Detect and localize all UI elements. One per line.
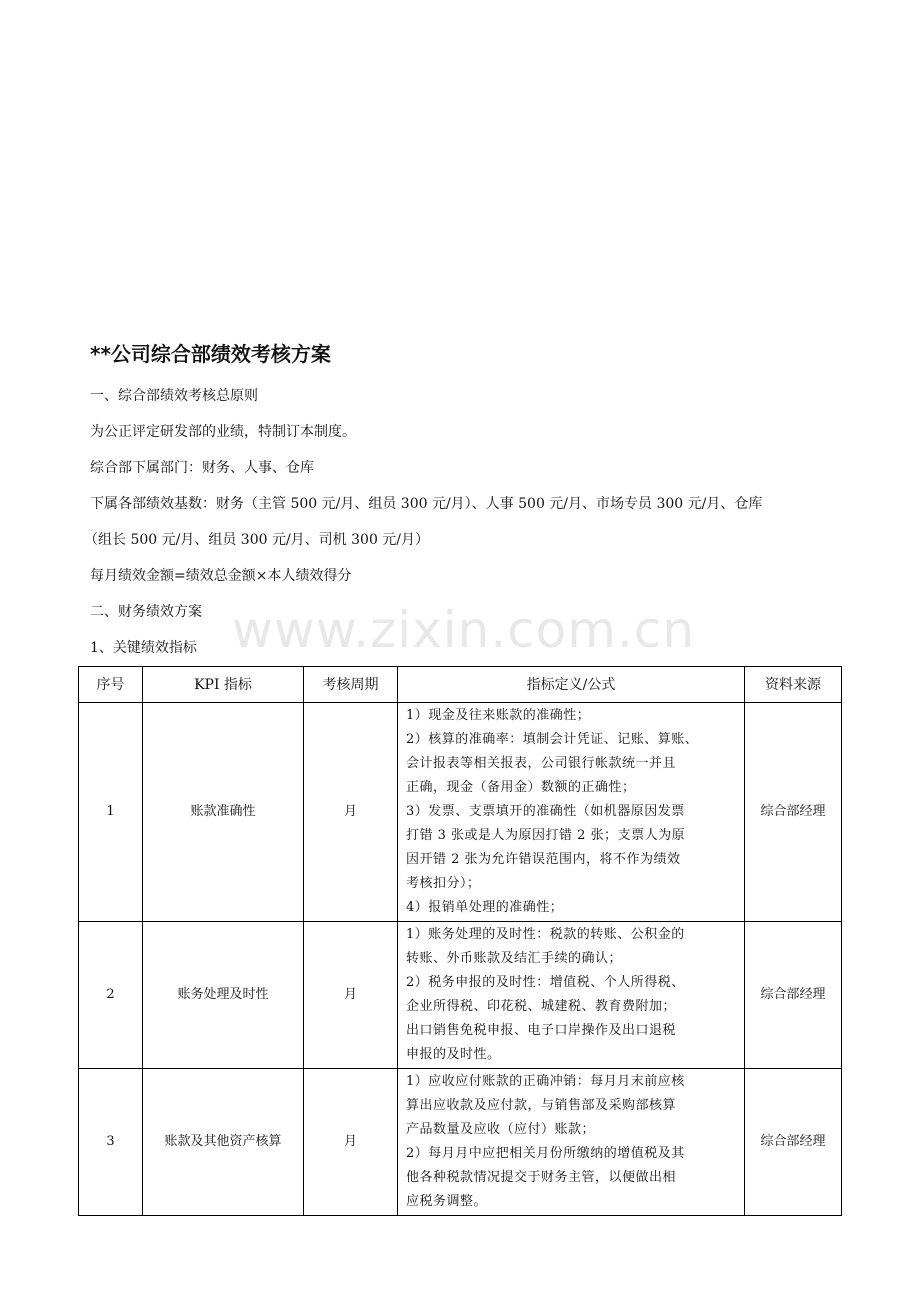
table-row bbox=[79, 922, 842, 1069]
base-amount-paragraph-continued: （组长 500 元/月、组员 300 元/月、司机 300 元/月） bbox=[84, 532, 430, 548]
cell-kpi: 账务处理及时性 bbox=[143, 922, 304, 1069]
definition-line: 1）账务处理的及时性：税款的转账、公积金的 bbox=[406, 927, 685, 942]
definition-line: 正确，现金（备用金）数额的正确性； bbox=[406, 780, 636, 795]
cell-no: 3 bbox=[79, 1069, 143, 1216]
kpi-table bbox=[78, 666, 842, 1216]
cell-source: 综合部经理 bbox=[745, 703, 842, 922]
header-cell-source: 资料来源 bbox=[745, 667, 842, 703]
header-cell-no: 序号 bbox=[79, 667, 143, 703]
definition-line: 1）现金及往来账款的准确性； bbox=[406, 708, 591, 723]
definition-line: 因开错 2 张为允许错误范围内，将不作为绩效 bbox=[406, 852, 681, 867]
definition-line: 出口销售免税申报、电子口岸操作及出口退税 bbox=[406, 1023, 677, 1038]
header-cell-kpi: KPI 指标 bbox=[143, 667, 304, 703]
definition-line: 应税务调整。 bbox=[406, 1194, 488, 1209]
document-title: **公司综合部绩效考核方案 bbox=[90, 342, 331, 366]
definition-line: 2）税务申报的及时性：增值税、个人所得税、 bbox=[406, 975, 685, 990]
cell-period: 月 bbox=[304, 703, 398, 922]
definition-line: 3）发票、支票填开的准确性（如机器原因发票 bbox=[406, 804, 685, 819]
definition-line: 企业所得税、印花税、城建税、教育费附加； bbox=[406, 999, 677, 1014]
header-cell-definition: 指标定义/公式 bbox=[398, 667, 745, 703]
departments-paragraph: 综合部下属部门：财务、人事、仓库 bbox=[90, 460, 314, 476]
cell-definition bbox=[398, 1069, 745, 1216]
cell-kpi: 账款准确性 bbox=[143, 703, 304, 922]
definition-line: 他各种税款情况提交于财务主管，以便做出相 bbox=[406, 1170, 677, 1185]
definition-line: 1）应收应付账款的正确冲销：每月月末前应核 bbox=[406, 1074, 685, 1089]
table-row bbox=[79, 703, 842, 922]
definition-line: 考核扣分）； bbox=[406, 876, 481, 891]
cell-definition bbox=[398, 922, 745, 1069]
section-heading-principles: 一、综合部绩效考核总原则 bbox=[90, 388, 258, 404]
subsection-heading-kpi: 1、关键绩效指标 bbox=[90, 640, 197, 656]
formula-paragraph: 每月绩效金额=绩效总金额×本人绩效得分 bbox=[90, 568, 352, 584]
definition-line: 2）每月月中应把相关月份所缴纳的增值税及其 bbox=[406, 1146, 685, 1161]
cell-no: 2 bbox=[79, 922, 143, 1069]
definition-line: 算出应收款及应付款，与销售部及采购部核算 bbox=[406, 1098, 677, 1113]
cell-source: 综合部经理 bbox=[745, 922, 842, 1069]
section-heading-finance: 二、财务绩效方案 bbox=[90, 604, 202, 620]
definition-line: 4）报销单处理的准确性； bbox=[406, 900, 564, 915]
cell-period: 月 bbox=[304, 1069, 398, 1216]
definition-line: 会计报表等相关报表，公司银行帐款统一并且 bbox=[406, 756, 677, 771]
cell-definition bbox=[398, 703, 745, 922]
cell-source: 综合部经理 bbox=[745, 1069, 842, 1216]
table-header-row bbox=[79, 667, 842, 703]
definition-line: 2）核算的准确率：填制会计凭证、记账、算账、 bbox=[406, 732, 699, 747]
definition-line: 转账、外币账款及结汇手续的确认； bbox=[406, 951, 623, 966]
watermark: www.zixin.com.cn bbox=[232, 601, 696, 659]
cell-no: 1 bbox=[79, 703, 143, 922]
table-row bbox=[79, 1069, 842, 1216]
definition-line: 打错 3 张或是人为原因打错 2 张；支票人为原 bbox=[406, 828, 686, 843]
definition-line: 产品数量及应收（应付）账款； bbox=[406, 1122, 596, 1137]
purpose-paragraph: 为公正评定研发部的业绩，特制订本制度。 bbox=[90, 424, 356, 440]
cell-period: 月 bbox=[304, 922, 398, 1069]
cell-kpi: 账款及其他资产核算 bbox=[143, 1069, 304, 1216]
definition-line: 申报的及时性。 bbox=[406, 1047, 501, 1062]
base-amount-paragraph: 下属各部绩效基数：财务（主管 500 元/月、组员 300 元/月）、人事 500 元/月、市场专员 300 元/月、仓库 bbox=[90, 496, 763, 512]
header-cell-period: 考核周期 bbox=[304, 667, 398, 703]
